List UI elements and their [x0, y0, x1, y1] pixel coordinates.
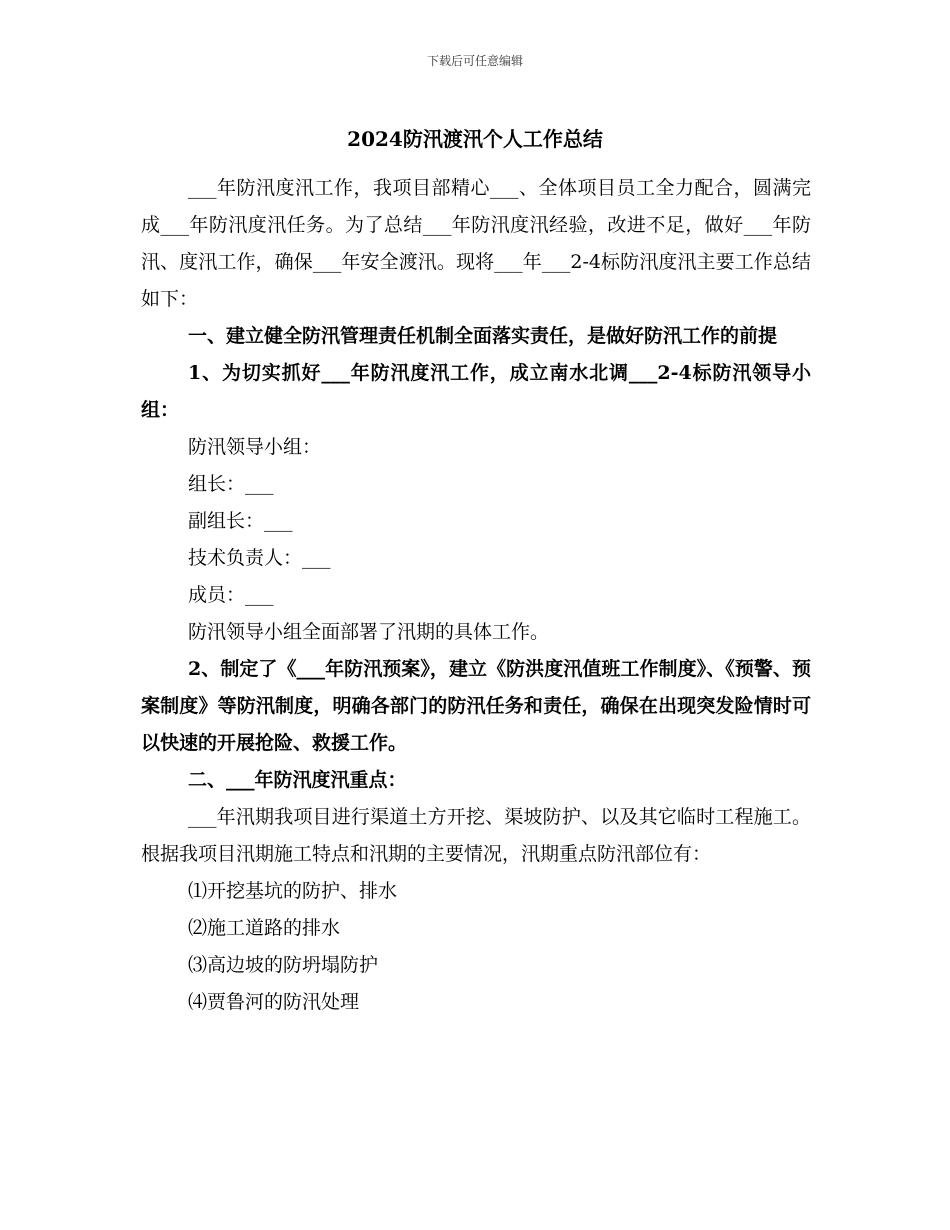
group-deputy-leader: 副组长：___ — [188, 510, 293, 532]
group-tech-lead: 技术负责人：___ — [188, 547, 331, 569]
key-point-3: ⑶高边坡的防坍塌防护 — [188, 954, 379, 976]
key-point-1: ⑴开挖基坑的防护、排水 — [188, 880, 398, 902]
item-2-paragraph: 2、制定了《___年防汛预案》，建立《防洪度汛值班工作制度》、《预警、预案制度》等防汛制度，明确各部门的防汛任务和责任，确保在出现突发险情时可以快速的开展抢险、救援工作。 — [141, 658, 811, 754]
group-leader: 组长：___ — [188, 473, 274, 495]
document-title: 2024防汛渡汛个人工作总结 — [347, 127, 603, 151]
item-1-paragraph: 1、为切实抓好___年防汛度汛工作，成立南水北调___2-4标防汛领导小组： — [141, 362, 811, 421]
group-label: 防汛领导小组： — [188, 436, 322, 458]
flood-period-paragraph: ___年汛期我项目进行渠道土方开挖、渠坡防护、以及其它临时工程施工。根据我项目汛期施工特点和汛期的主要情况，汛期重点防汛部位有： — [141, 806, 811, 865]
key-point-4: ⑷贾鲁河的防汛处理 — [188, 991, 360, 1013]
group-deploy-text: 防汛领导小组全面部署了汛期的具体工作。 — [188, 621, 550, 643]
intro-paragraph: ___年防汛度汛工作，我项目部精心___、全体项目员工全力配合，圆满完成___年防汛度汛任务。为了总结___年防汛度汛经验，改进不足，做好___年防汛、度汛工作，确保___年安全渡汛。现将___年___2-4标防汛度汛主要工作总结如下： — [141, 177, 811, 310]
section-2-heading: 二、___年防汛度汛重点： — [188, 769, 407, 791]
key-point-2: ⑵施工道路的排水 — [188, 917, 341, 939]
page-header: 下载后可任意编辑 — [426, 54, 523, 68]
group-members: 成员：___ — [188, 584, 274, 606]
section-1-heading: 一、建立健全防汛管理责任机制全面落实责任，是做好防汛工作的前提 — [188, 325, 778, 347]
document-body — [141, 170, 811, 1021]
